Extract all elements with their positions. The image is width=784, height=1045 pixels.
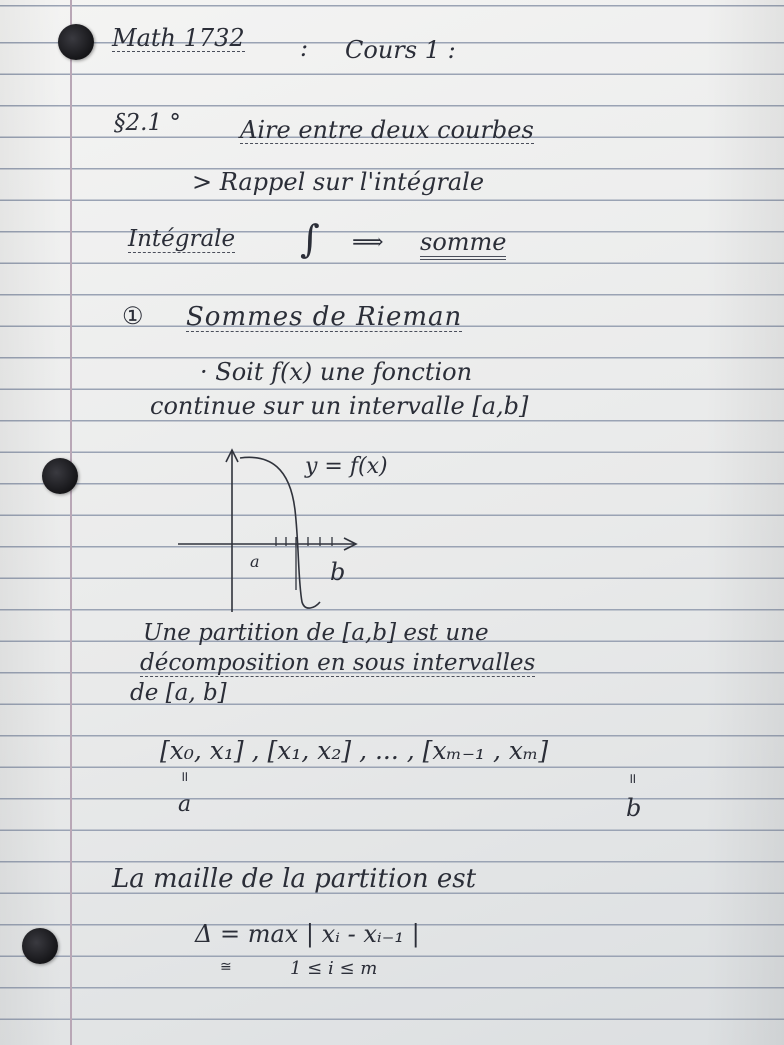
part-title: Sommes de Rieman bbox=[186, 302, 463, 332]
lecture-title: Cours 1 : bbox=[345, 36, 456, 64]
eq-sign-left: ॥ bbox=[180, 769, 189, 785]
mesh-sentence: La maille de la partition est bbox=[112, 864, 477, 894]
course-code: Math 1732 bbox=[112, 24, 245, 52]
integral-symbol: ∫ bbox=[300, 217, 320, 261]
graph-label-a: a bbox=[250, 552, 260, 571]
implies-arrow: ⟹ bbox=[352, 230, 384, 255]
intervals-list: [x₀, x₁] , [x₁, x₂] , ... , [xₘ₋₁ , xₘ] bbox=[160, 736, 549, 765]
curve-label: y = f(x) bbox=[305, 454, 388, 479]
punch-hole-top bbox=[58, 24, 94, 60]
mesh-formula: Δ = max | xᵢ - xᵢ₋₁ | bbox=[195, 920, 420, 948]
graph-label-b: b bbox=[330, 558, 346, 586]
part-number: ① bbox=[122, 302, 144, 330]
header-colon: : bbox=[300, 34, 309, 62]
partition-line-2: décomposition en sous intervalles bbox=[140, 650, 536, 676]
partition-line-3: de [a, b] bbox=[130, 680, 227, 706]
function-curve bbox=[240, 457, 320, 608]
punch-hole-bottom bbox=[22, 928, 58, 964]
eq-sign-right: ॥ bbox=[628, 771, 637, 787]
section-number: §2.1 ° bbox=[114, 110, 181, 136]
definition-line-2: continue sur un intervalle [a,b] bbox=[150, 392, 529, 420]
partition-line-1: Une partition de [a,b] est une bbox=[143, 620, 489, 646]
definition-line-1: · Soit f(x) une fonction bbox=[200, 358, 473, 386]
punch-hole-middle bbox=[42, 458, 78, 494]
reminder-line: > Rappel sur l'intégrale bbox=[192, 168, 485, 196]
margin-line bbox=[70, 0, 72, 1045]
below-right: b bbox=[626, 794, 642, 822]
mesh-range: 1 ≤ i ≤ m bbox=[290, 958, 378, 979]
below-left: a bbox=[178, 792, 192, 817]
sum-word: somme bbox=[420, 230, 506, 260]
approx-symbol: ≅ bbox=[220, 959, 232, 975]
section-title: Aire entre deux courbes bbox=[240, 116, 534, 144]
integral-word: Intégrale bbox=[128, 226, 236, 252]
